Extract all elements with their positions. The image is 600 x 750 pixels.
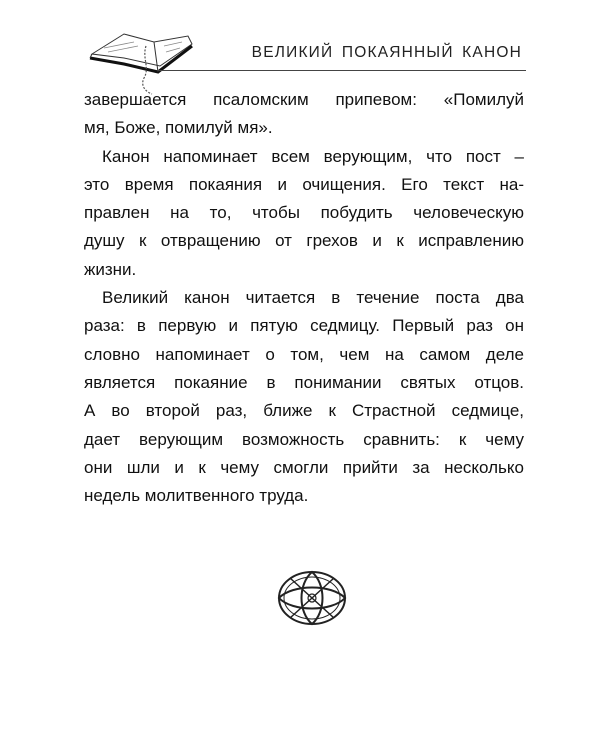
- paragraph: [84, 86, 524, 143]
- text-line: раза: в первую и пятую седмицу. Первый раз он: [84, 316, 524, 336]
- text-line: завершается псаломским припевом: «Помилуй: [84, 90, 524, 109]
- text-line: правлен на то, чтобы побудить человеческую: [84, 203, 524, 223]
- text-line: недель молитвенного труда.: [84, 486, 309, 506]
- running-head-title: ВЕЛИКИЙ ПОКАЯННЫЙ КАНОН: [251, 44, 522, 61]
- text-line: Канон напоминает всем верующим, что пост –: [102, 146, 524, 166]
- paragraph: [84, 284, 524, 510]
- text-line: А во второй раз, ближе к Страстной седмице,: [84, 401, 524, 421]
- celtic-knot-ornament: [276, 568, 348, 628]
- header-rule: [158, 70, 526, 71]
- text-line: является покаяние в понимании святых отцов.: [84, 372, 524, 392]
- text-line: они шли и к чему смогли прийти за несколько: [84, 457, 524, 477]
- text-line: дает верующим возможность сравнить: к чему: [84, 429, 524, 449]
- text-line: жизни.: [84, 259, 137, 279]
- text-line: это время покаяния и очищения. Его текст на-: [84, 174, 524, 194]
- text-line: душу к отвращению от грехов и к исправлению: [84, 231, 524, 251]
- text-line: словно напоминает о том, чем на самом деле: [84, 344, 524, 364]
- paragraph: [84, 143, 524, 284]
- body-text: [84, 86, 524, 510]
- text-line: мя, Боже, помилуй мя».: [84, 118, 273, 138]
- text-line: Великий канон читается в течение поста два: [102, 288, 524, 308]
